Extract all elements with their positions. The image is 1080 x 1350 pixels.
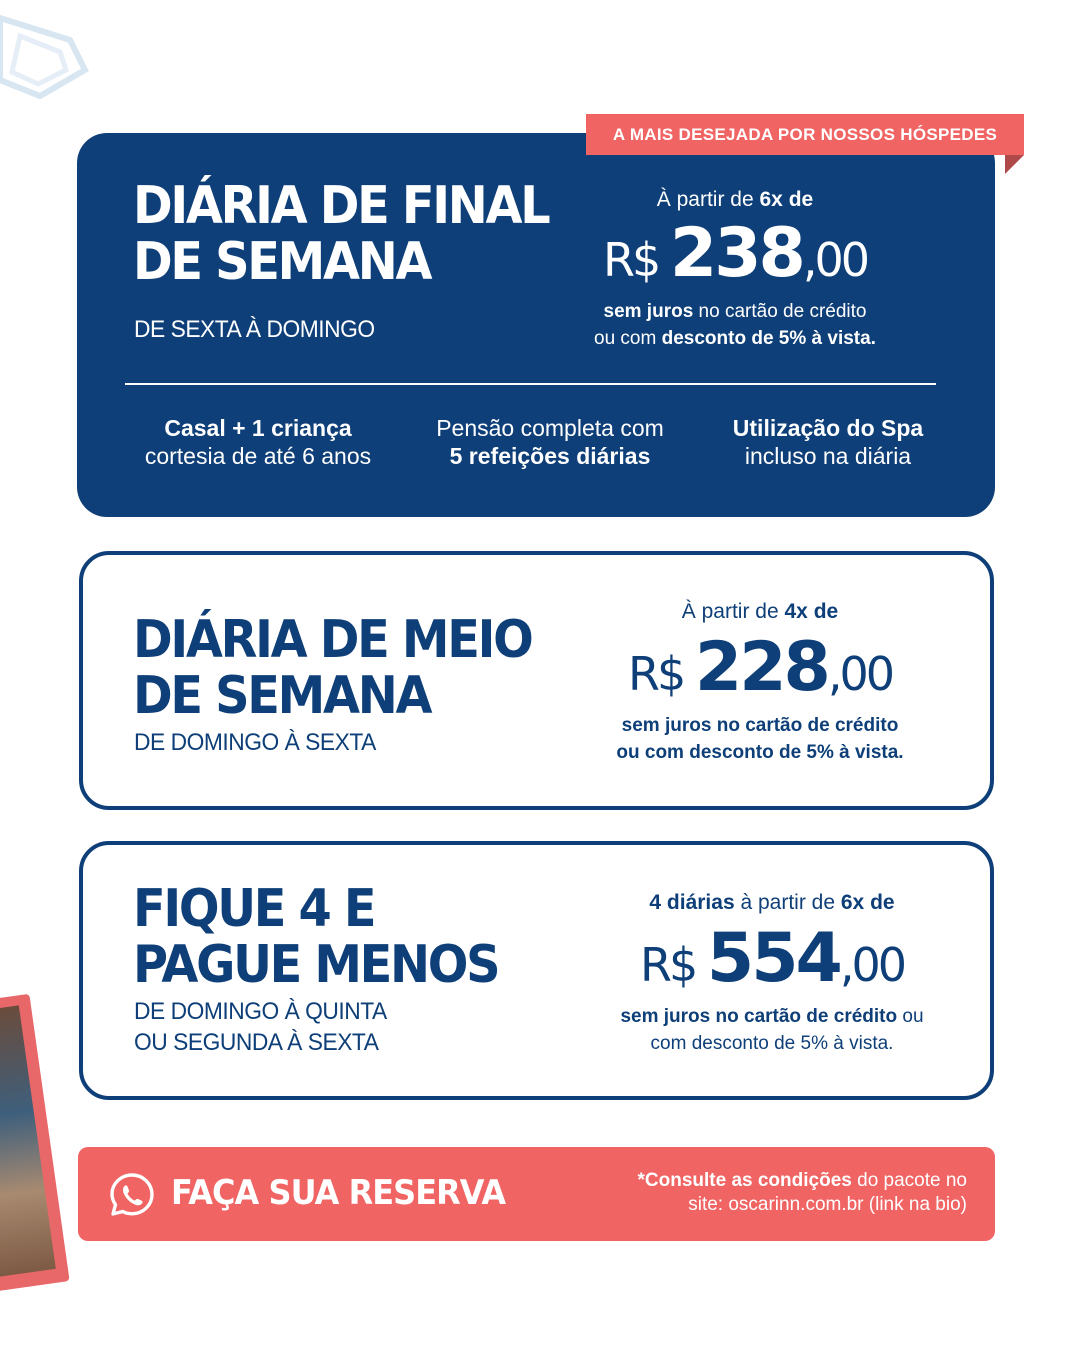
stay4-subtitle: DE DOMINGO À QUINTA OU SEGUNDA À SEXTA bbox=[134, 998, 387, 1056]
divider bbox=[125, 383, 936, 385]
feature-full-board: Pensão completa com 5 refeições diárias bbox=[436, 415, 664, 469]
weekend-price bbox=[575, 186, 895, 352]
price-intro: 4 diárias à partir de 6x de bbox=[649, 891, 895, 914]
most-wanted-badge: A MAIS DESEJADA POR NOSSOS HÓSPEDES bbox=[586, 114, 1024, 155]
price-note: sem juros no cartão de crédito ou com desconto de 5% à vista. bbox=[616, 715, 904, 763]
price-note: sem juros no cartão de crédito ou com desconto de 5% à vista. bbox=[594, 301, 876, 349]
stay4-title: FIQUE 4 E PAGUE MENOS bbox=[133, 879, 499, 995]
reservation-button-label[interactable]: FAÇA SUA RESERVA bbox=[171, 1173, 506, 1213]
conditions-note: *Consulte as condições do pacote no site: oscarinn.com.br (link na bio) bbox=[637, 1170, 967, 1215]
midweek-subtitle: DE DOMINGO À SEXTA bbox=[134, 729, 376, 756]
feature-spa: Utilização do Spa incluso na diária bbox=[732, 415, 924, 469]
feature-couple-child: Casal + 1 criança cortesia de até 6 anos bbox=[144, 415, 372, 469]
decorative-photo bbox=[0, 1005, 56, 1281]
price-value: R$ 554,00 bbox=[640, 919, 904, 998]
price-value: R$ 238,00 bbox=[603, 214, 867, 293]
price-value: R$ 228,00 bbox=[628, 628, 892, 707]
decorative-photo-frame bbox=[0, 994, 70, 1296]
decorative-shape bbox=[0, 0, 140, 110]
price-intro: À partir de 4x de bbox=[681, 600, 839, 623]
whatsapp-icon bbox=[108, 1171, 156, 1219]
midweek-title: DIÁRIA DE MEIO DE SEMANA bbox=[133, 610, 532, 726]
badge-fold bbox=[1005, 155, 1024, 174]
price-note: sem juros no cartão de crédito ou com desconto de 5% à vista. bbox=[620, 1006, 924, 1054]
price-intro: À partir de 6x de bbox=[656, 188, 814, 211]
weekend-title: DIÁRIA DE FINAL DE SEMANA bbox=[133, 176, 549, 292]
midweek-price bbox=[598, 598, 922, 766]
reservation-cta-bar[interactable] bbox=[78, 1147, 995, 1241]
stay4-price bbox=[606, 889, 938, 1057]
weekend-subtitle: DE SEXTA À DOMINGO bbox=[134, 316, 375, 343]
